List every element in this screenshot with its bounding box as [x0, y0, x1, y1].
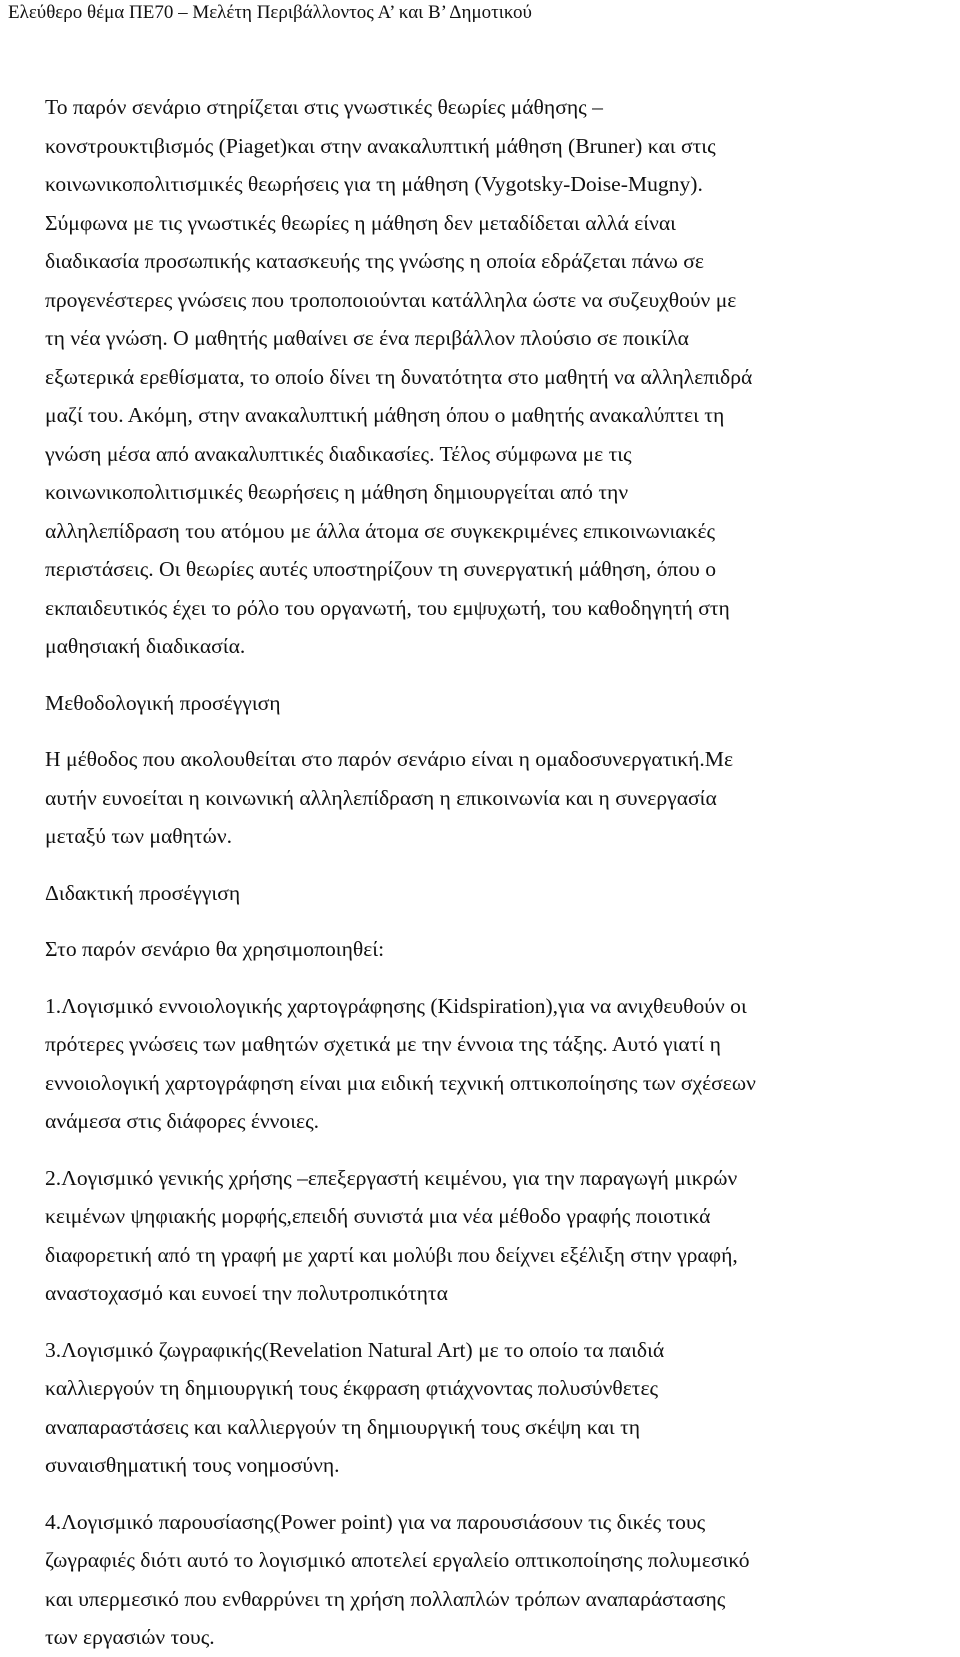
page-header: Ελεύθερο θέμα ΠΕ70 – Μελέτη Περιβάλλοντος Α’ και Β’ Δημοτικού — [8, 2, 532, 23]
document-body — [45, 88, 945, 1657]
methodology-paragraph: Η μέθοδος που ακολουθείται στο παρόν σενάριο είναι η ομαδοσυνεργατική.Με αυτήν ευνοείται η κοινωνική αλληλεπίδραση η επικοινωνία και η συνεργασία μεταξύ των μαθητών. — [45, 747, 734, 848]
didactic-heading: Διδακτική προσέγγιση — [45, 880, 241, 905]
didactic-intro: Στο παρόν σενάριο θα χρησιμοποιηθεί: — [45, 937, 385, 961]
intro-paragraph-2: Σύμφωνα με τις γνωστικές θεωρίες η μάθηση δεν μεταδίδεται αλλά είναι διαδικασία προσωπικής κατασκευής της γνώσης η οποία εδράζεται πάνω σε προγενέστερες γνώσεις που τροποποιούνται κατάλληλα ώστε να συζευχθούν με τη νέα γνώση. Ο μαθητής μαθαίνει σε ένα περιβάλλον πλούσιο σε ποικίλα εξωτερικά ερεθίσματα, το οποίο δίνει τη δυνατότητα στο μαθητή να αλληλεπιδρά μαζί του. Ακόμη, στην ανακαλυπτική μάθηση όπου ο μαθητής ανακαλύπτει τη γνώση μέσα από ανακαλυπτικές διαδικασίες. Τέλος σύμφωνα με τις κοινωνικοπολιτισμικές θεωρήσεις η μάθηση δημιουργείται από την αλληλεπίδραση του ατόμου με άλλα άτομα σε συγκεκριμένες επικοινωνιακές περιστάσεις. Οι θεωρίες αυτές υποστηρίζουν τη συνεργατική μάθηση, όπου ο εκπαιδευτικός έχει το ρόλο του οργανωτή, του εμψυχωτή, του καθοδηγητή στη μαθησιακή διαδικασία. — [45, 210, 753, 658]
list-item: 2.Λογισμικό γενικής χρήσης –επεξεργαστή κειμένου, για την παραγωγή μικρών κειμένων ψηφιακής μορφής,επειδή συνιστά μια νέα μέθοδο γραφής ποιοτικά διαφορετική από τη γραφή με χαρτί και μολύβι που δείχνει εξέλιξη στην γραφή, αναστοχασμό και ευνοεί την πολυτροπικότητα — [45, 1165, 738, 1305]
list-item: 4.Λογισμικό παρουσίασης(Power point) για να παρουσιάσουν τις δικές τους ζωγραφιές διότι αυτό το λογισμικό αποτελεί εργαλείο οπτικοποίησης πολυμεσικό και υπερμεσικό που ενθαρρύνει τη χρήση πολλαπλών τρόπων αναπαράστασης των εργασιών τους. — [45, 1509, 750, 1649]
intro-paragraph-1: Το παρόν σενάριο στηρίζεται στις γνωστικές θεωρίες μάθησης – κονστρουκτιβισμός (Piaget)και στην ανακαλυπτική μάθηση (Bruner) και στις κοινωνικοπολιτισμικές θεωρήσεις για τη μάθηση (Vygotsky-Doise-Mugny). — [45, 95, 716, 196]
list-item: 1.Λογισμικό εννοιολογικής χαρτογράφησης (Kidspiration),για να ανιχθευθούν οι πρότερες γνώσεις των μαθητών σχετικά με την έννοια της τάξης. Αυτό γιατί η εννοιολογική χαρτογράφηση είναι μια ειδική τεχνική οπτικοποίησης των σχέσεων ανάμεσα στις διάφορες έννοιες. — [45, 993, 756, 1133]
list-item: 3.Λογισμικό ζωγραφικής(Revelation Natural Art) με το οποίο τα παιδιά καλλιεργούν τη δημιουργική τους έκφραση φτιάχνοντας πολυσύνθετες αναπαραστάσεις και καλλιεργούν τη δημιουργική τους σκέψη και τη συναισθηματική τους νοημοσύνη. — [45, 1337, 665, 1477]
methodology-heading: Μεθοδολογική προσέγγιση — [45, 690, 281, 715]
